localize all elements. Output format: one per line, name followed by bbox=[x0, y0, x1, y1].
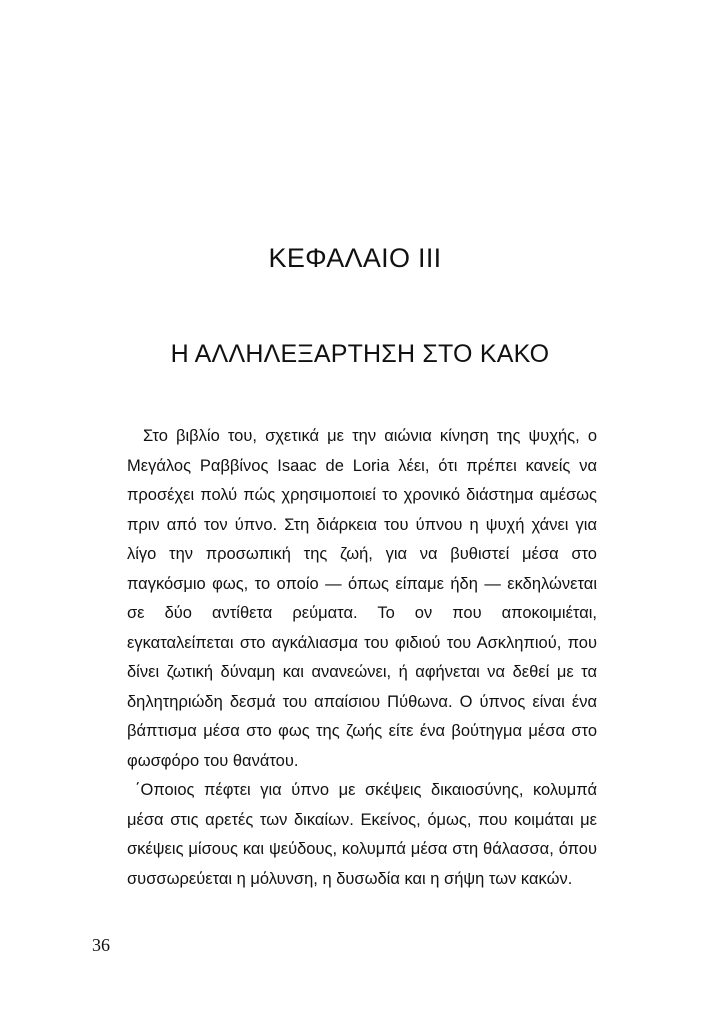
chapter-title: Η ΑΛΛΗΛΕΞΑΡΤΗΣΗ ΣΤΟ ΚΑΚΟ bbox=[170, 340, 550, 368]
paragraph-1: Στο βιβλίο του, σχετικά με την αιώνια κίνηση της ψυχής, ο Μεγάλος Ραββίνος Isaac de Loria λέει, ότι πρέπει κανείς να προσέχει πολύ πώς χρησιμοποιεί το χρονικό διάστημα αμέσως πριν από τον ύπνο. Στη διάρκεια του ύπνου η ψυχή χάνει για λίγο την προσωπική της ζωή, για να βυθιστεί μέσα στο παγκόσμιο φως, το οποίο — όπως είπαμε ήδη — εκδηλώνεται σε δύο αντίθετα ρεύματα. Το ον που αποκοιμιέται, εγκαταλείπεται στο αγκάλιασμα του φιδιού του Ασκληπιού, που δίνει ζωτική δύναμη και ανανεώνει, ή αφήνεται να δεθεί με τα δηλητηριώδη δεσμά του απαίσιου Πύθωνα. Ο ύπνος είναι ένα βάπτισμα μέσα στο φως της ζωής είτε ένα βούτηγμα μέσα στο φωσφόρο του θανάτου. bbox=[127, 427, 597, 770]
paragraph-2: ΄Οποιος πέφτει για ύπνο με σκέψεις δικαιοσύνης, κολυμπά μέσα στις αρετές των δικαίων. Εκείνος, όμως, που κοιμάται με σκέψεις μίσους και ψεύδους, κολυμπά μέσα στη θάλασσα, όπου συσσωρεύεται η μόλυνση, η δυσωδία και η σήψη των κακών. bbox=[127, 781, 597, 888]
chapter-label: ΚΕΦΑΛΑΙΟ ΙΙΙ bbox=[268, 243, 442, 273]
page-number: 36 bbox=[92, 935, 110, 955]
body-text bbox=[127, 422, 597, 894]
